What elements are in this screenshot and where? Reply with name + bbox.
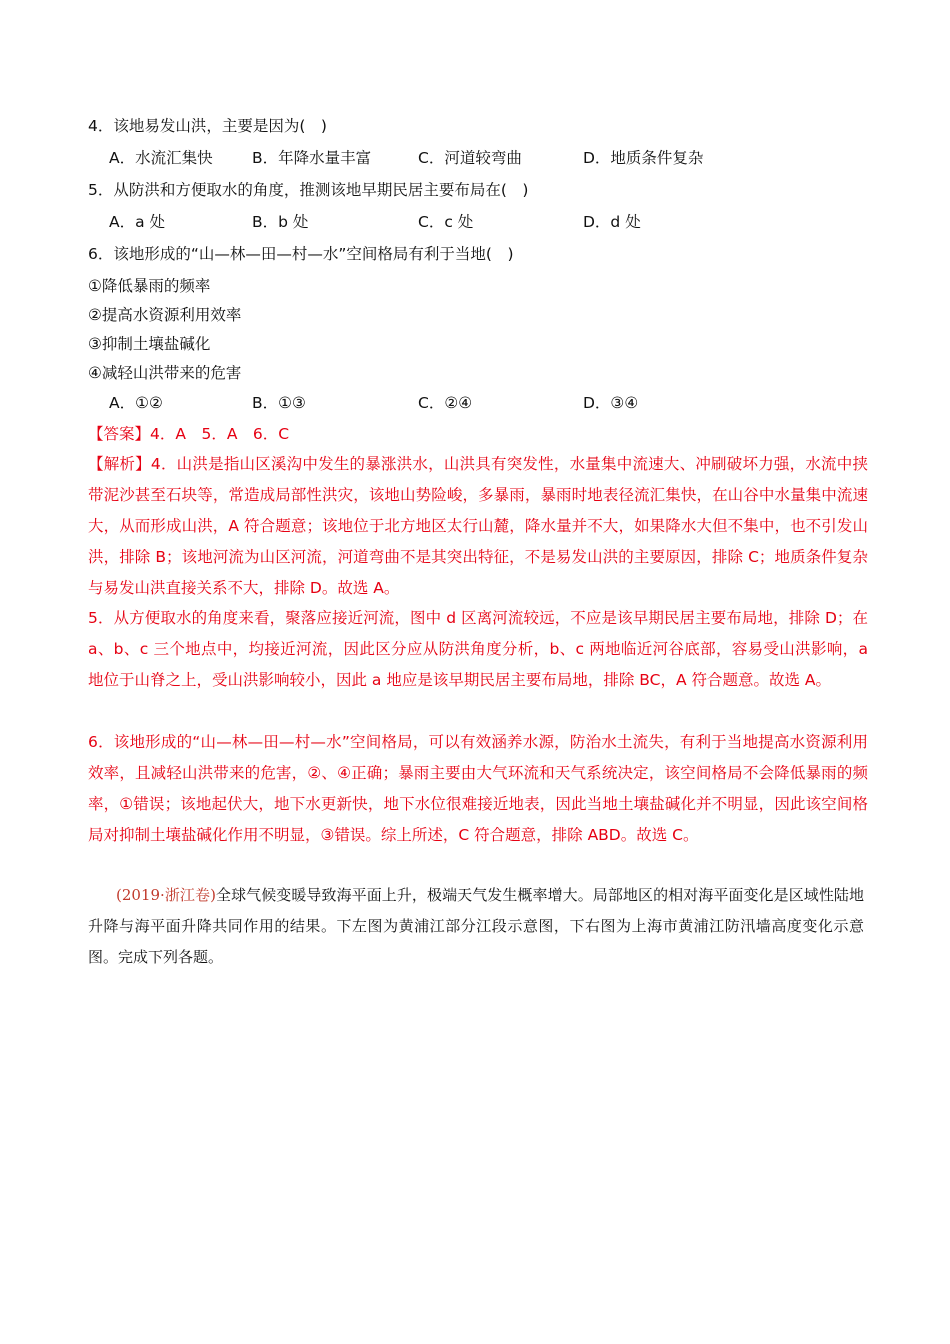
q4-option-c: C．河道较弯曲 (418, 149, 522, 167)
analysis-q4: 【解析】4．山洪是指山区溪沟中发生的暴涨洪水，山洪具有突发性，水量集中流速大、冲刷破坏力强，水流中挟带泥沙甚至石块等，常造成局部性洪灾，该地山势险峻，多暴雨，暴雨时地表径流汇集快，在山谷中水量集中流速大，从而形成山洪，A 符合题意；该地位于北方地区太行山麓，降水量并不大，如果降水大但不集中，也不引发山洪，排除 B；该地河流为山区河流，河道弯曲不是其突出特征，不是易发山洪的主要原因，排除 C；地质条件复杂与易发山洪直接关系不大，排除 D。故选 A。 (88, 455, 868, 597)
intro-text: 全球气候变暖导致海平面上升，极端天气发生概率增大。局部地区的相对海平面变化是区域性陆地升降与海平面升降共同作用的结果。下左图为黄浦江部分江段示意图，下右图为上海市黄浦江防汛墙高度变化示意图。完成下列各题。 (88, 886, 864, 966)
q6-option-c: C．②④ (418, 394, 473, 412)
q6-option-a: A．①② (109, 394, 163, 412)
q4-option-a: A．水流汇集快 (109, 149, 213, 167)
question-5-stem: 5．从防洪和方便取水的角度，推测该地早期民居主要布局在( ) (88, 181, 529, 199)
q5-option-c: C．c 处 (418, 213, 474, 231)
q4-option-b: B．年降水量丰富 (252, 149, 372, 167)
q4-option-d: D．地质条件复杂 (583, 149, 704, 167)
question-4-stem: 4．该地易发山洪，主要是因为( ) (88, 117, 327, 135)
analysis-q6: 6．该地形成的“山—林—田—村—水”空间格局，可以有效涵养水源，防治水土流失，有利于当地提高水资源利用效率，且减轻山洪带来的危害，②、④正确；暴雨主要由大气环流和天气系统决定，该空间格局不会降低暴雨的频率，①错误；该地起伏大，地下水更新快，地下水位很难接近地表，因此当地土壤盐碱化并不明显，因此该空间格局对抑制土壤盐碱化作用不明显，③错误。综上所述，C 符合题意，排除 ABD。故选 C。 (88, 733, 868, 844)
q6-option-d: D．③④ (583, 394, 639, 412)
answer-line: 【答案】4．A 5．A 6．C (88, 425, 290, 443)
q6-option-b: B．①③ (252, 394, 306, 412)
q5-option-a: A．a 处 (109, 213, 166, 231)
analysis-q5: 5．从方便取水的角度来看，聚落应接近河流，图中 d 区离河流较远，不应是该早期民居主要布局地，排除 D；在 a、b、c 三个地点中，均接近河流，因此区分应从防洪角度分析，b、c 两地临近河谷底部，容易受山洪影响，a 地位于山脊之上，受山洪影响较小，因此 a 地应是该早期民居主要布局地，排除 BC，A 符合题意。故选 A。 (88, 609, 868, 689)
question-6-stem: 6．该地形成的“山—林—田—村—水”空间格局有利于当地( ) (88, 245, 514, 263)
q5-option-d: D．d 处 (583, 213, 641, 231)
next-question-intro (88, 880, 864, 973)
q5-option-b: B．b 处 (252, 213, 309, 231)
q6-item-3: ③抑制土壤盐碱化 (88, 335, 211, 353)
q6-item-1: ①降低暴雨的频率 (88, 277, 211, 295)
q6-item-4: ④减轻山洪带来的危害 (88, 364, 242, 382)
q6-item-2: ②提高水资源利用效率 (88, 306, 242, 324)
source-tag: (2019·浙江卷) (116, 886, 216, 904)
